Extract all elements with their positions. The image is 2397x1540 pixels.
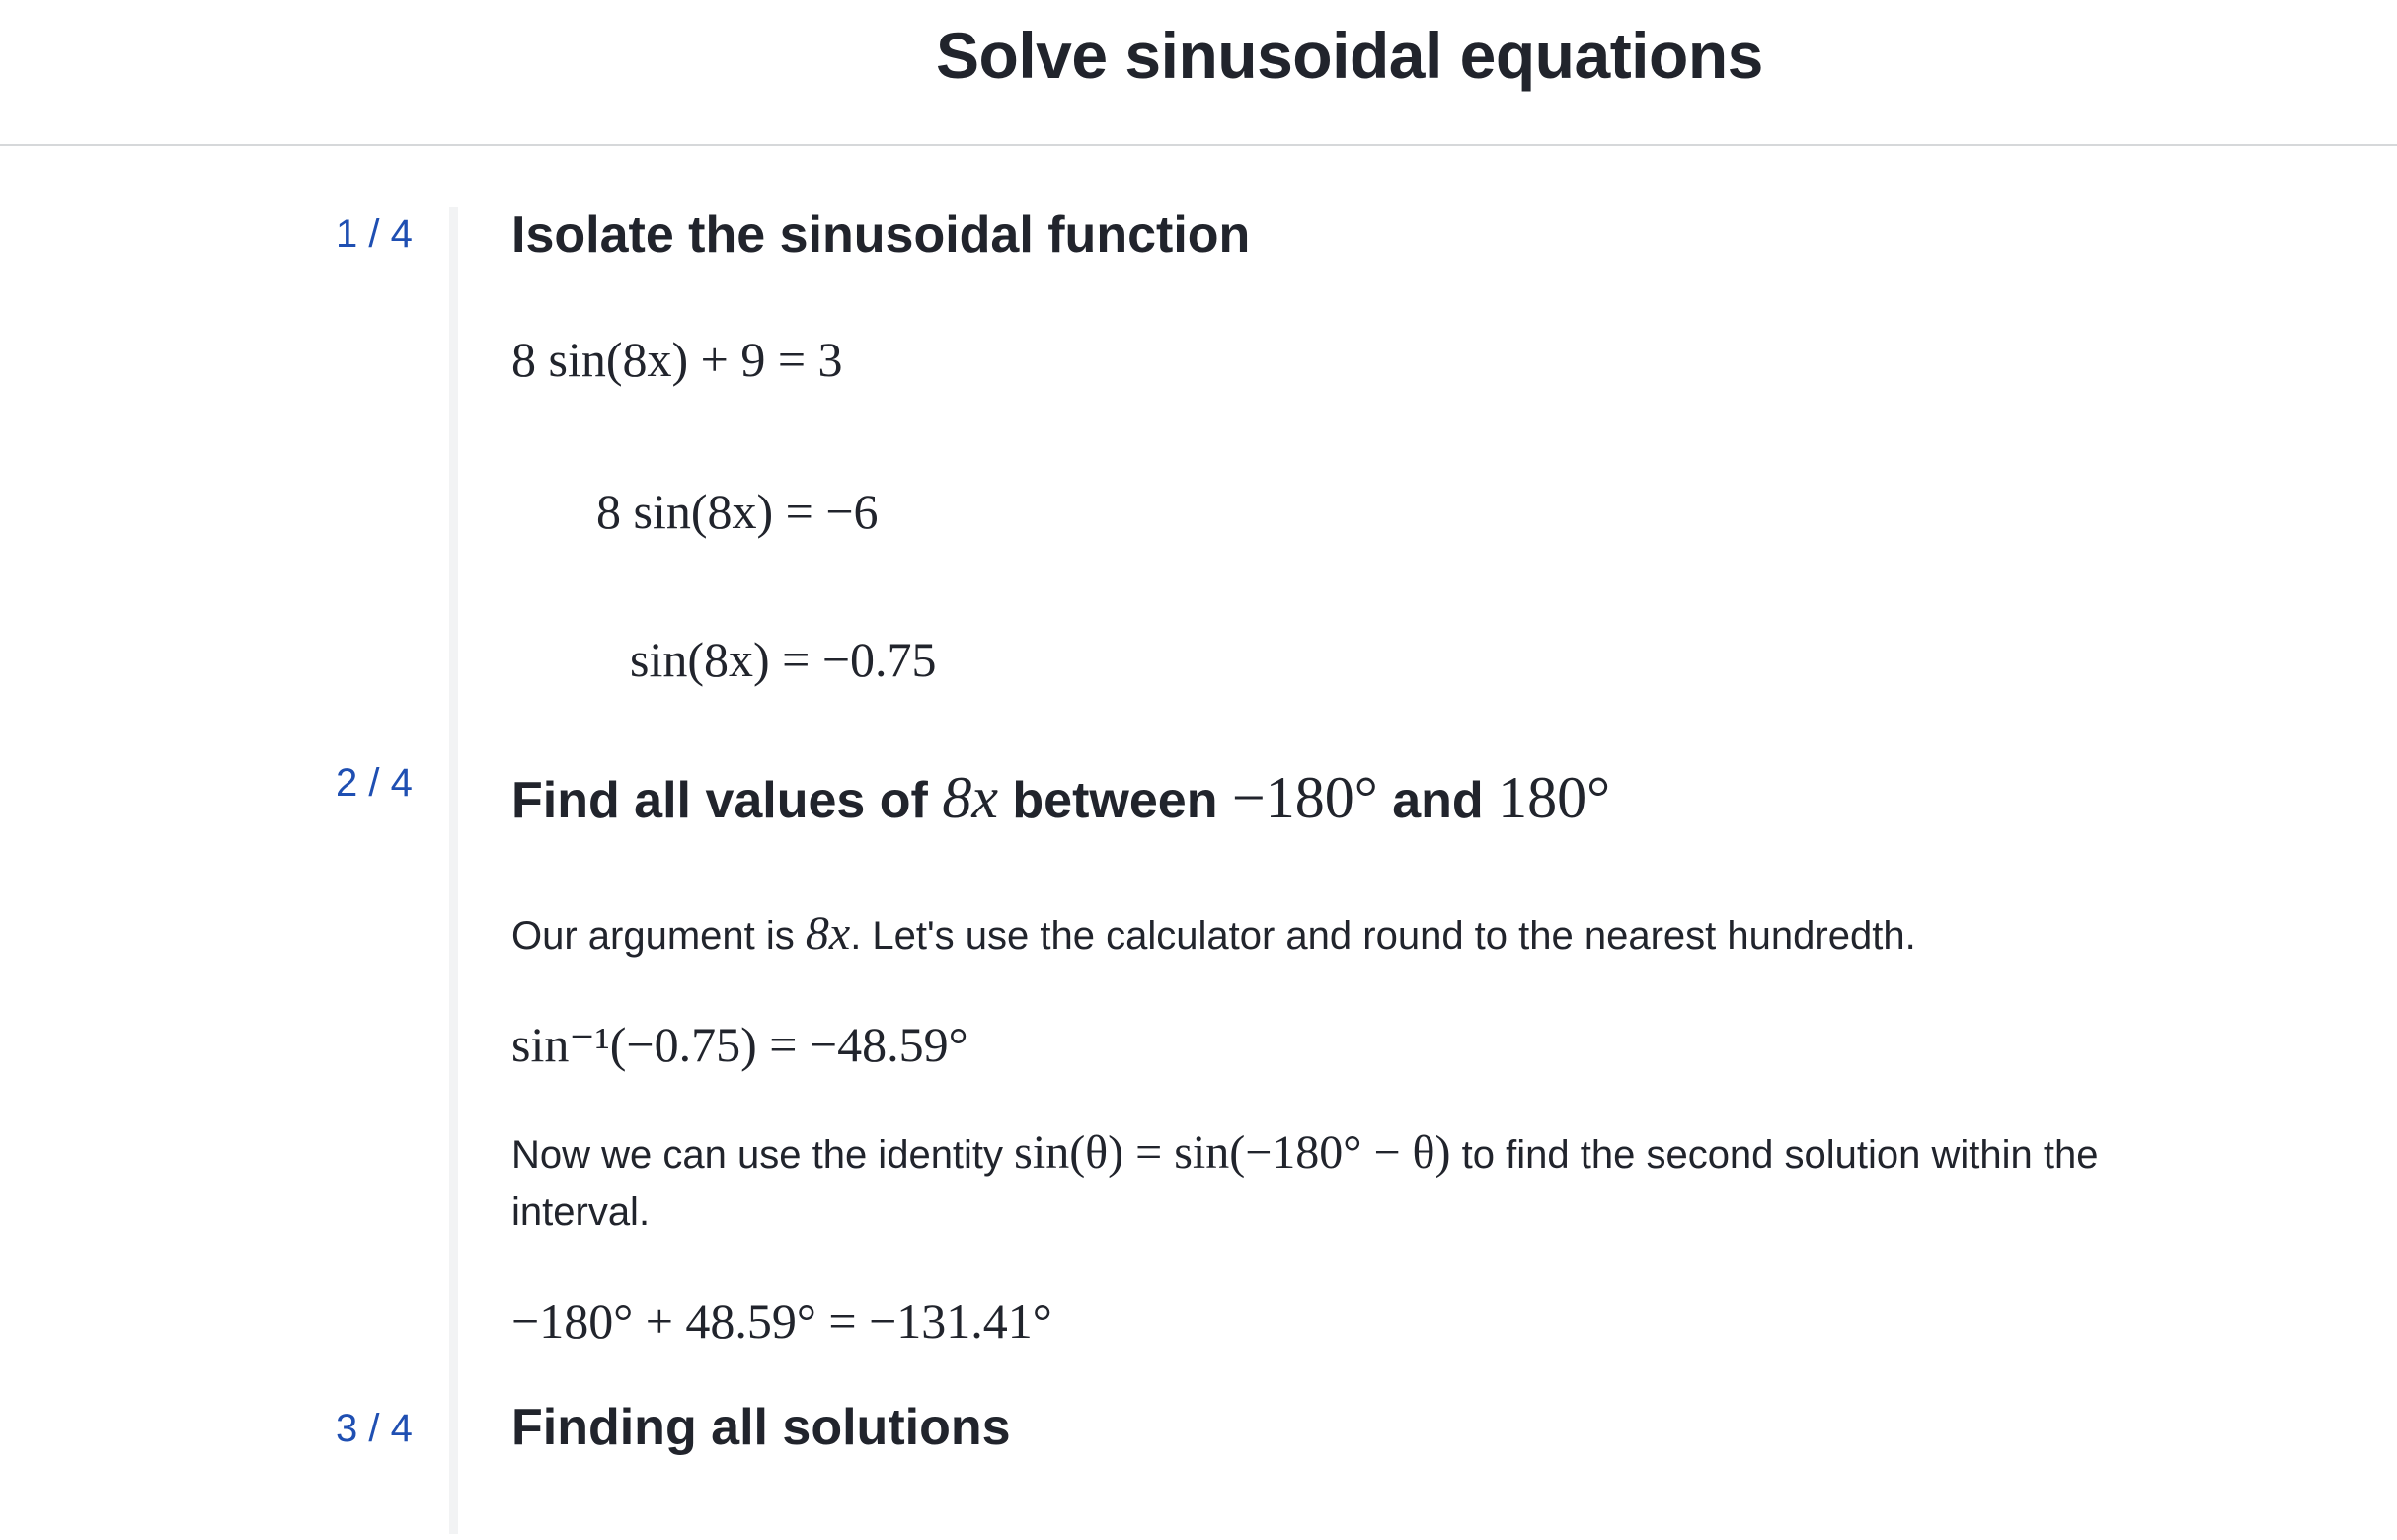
step-number-3: 3 / 4 [336, 1407, 413, 1450]
step-2-paragraph-2 [511, 1123, 2099, 1185]
step-title-2-mid: between [997, 772, 1232, 829]
step-title-3: Finding all solutions [511, 1399, 1011, 1456]
equation-5-text: −180° + 48.59° = −131.41° [511, 1293, 1052, 1348]
clipped-content [511, 1520, 1400, 1540]
para2-identity: sin(θ) = sin(−180° − θ) [1014, 1126, 1451, 1179]
para1-suffix: . Let's use the calculator and round to the nearest hundredth. [850, 914, 1916, 958]
equation-3-text: sin(8x) = −0.75 [630, 632, 937, 687]
page-title: Solve sinusoidal equations [936, 19, 1763, 92]
step-title-2-prefix: Find all values of [511, 772, 943, 829]
equation-5 [511, 1291, 1052, 1350]
step-number-2: 2 / 4 [336, 761, 413, 805]
equation-1-text: 8 sin(8x) + 9 = 3 [511, 332, 843, 387]
equation-1 [511, 330, 843, 389]
equation-2 [596, 482, 879, 541]
step-2-paragraph-2-line-2: interval. [511, 1191, 651, 1234]
step-number-1: 1 / 4 [336, 212, 413, 256]
step-rail [449, 207, 458, 1534]
step-title-2 [511, 766, 1610, 832]
para2-suffix: to find the second solution within the [1450, 1133, 2099, 1177]
equation-3 [630, 630, 937, 689]
equation-2-text: 8 sin(8x) = −6 [596, 484, 879, 539]
step-title-1: Isolate the sinusoidal function [511, 206, 1251, 264]
step-title-2-high: 180° [1498, 765, 1611, 830]
step-2-paragraph-1 [511, 904, 1916, 965]
para1-prefix: Our argument is [511, 914, 806, 958]
header [0, 0, 2397, 146]
equation-4 [511, 1015, 968, 1074]
step-title-2-var: 8x [942, 765, 998, 830]
para2-prefix: Now we can use the identity [511, 1133, 1015, 1177]
para1-var: 8x [805, 907, 851, 960]
step-title-2-low: −180° [1231, 765, 1378, 830]
equation-4-text: sin⁻¹(−0.75) = −48.59° [511, 1017, 968, 1072]
step-title-2-and: and [1377, 772, 1499, 829]
